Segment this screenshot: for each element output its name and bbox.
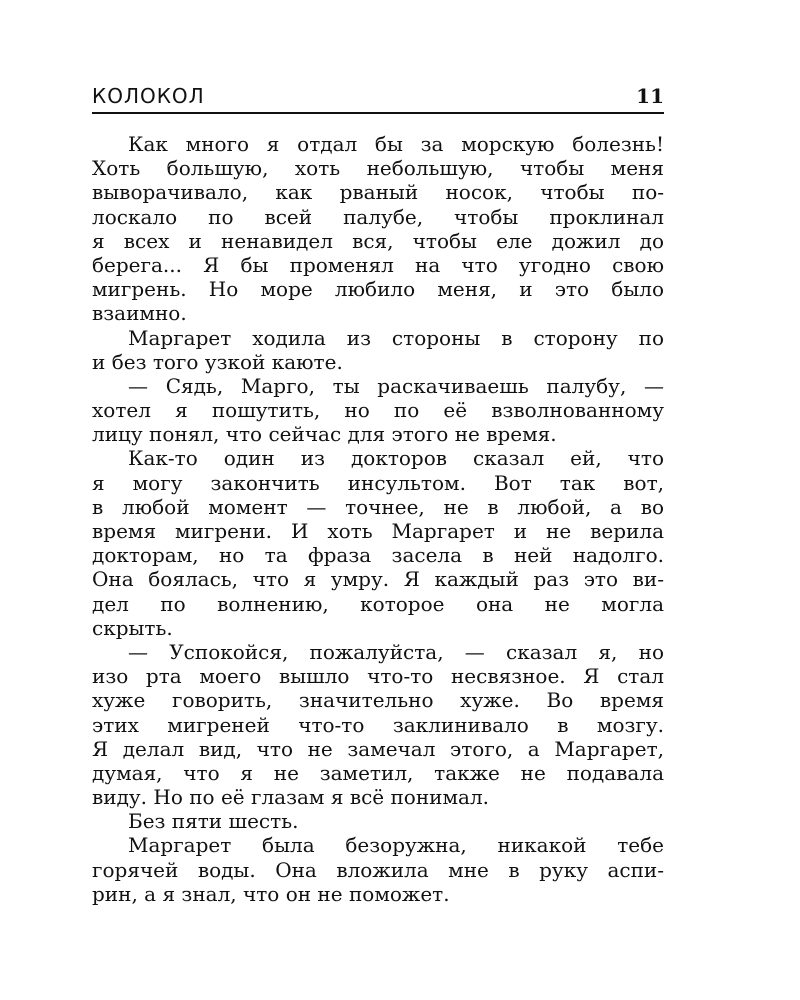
body-text <box>92 132 664 906</box>
text-line: — Сядь, Марго, ты раскачиваешь палубу, — <box>128 373 664 398</box>
page-header <box>92 80 664 114</box>
text-line: — Успокойся, пожалуйста, — сказал я, но <box>128 639 664 664</box>
text-line: дел по волнению, которое она не могла <box>92 591 664 616</box>
text-line: в любой момент — точнее, не в любой, а во <box>92 494 664 519</box>
text-line: хотел я пошутить, но по её взволнованному <box>92 398 664 423</box>
text-line: горячей воды. Она вложила мне в руку аспи- <box>92 857 664 882</box>
text-line: лицу понял, что сейчас для этого не время. <box>92 422 557 447</box>
text-line: я всех и ненавидел вся, чтобы еле дожил до <box>92 228 664 253</box>
text-line: Маргарет была безоружна, никакой тебе <box>128 833 664 858</box>
page-number: 11 <box>636 84 664 108</box>
text-line: рин, а я знал, что он не поможет. <box>92 881 450 906</box>
text-line: Без пяти шесть. <box>128 809 299 834</box>
text-line: Маргарет ходила из стороны в сторону по <box>128 325 664 350</box>
text-line: время мигрени. И хоть Маргарет и не верила <box>92 519 664 543</box>
text-line: берега... Я бы променял на что угодно свою <box>92 252 664 277</box>
text-line: думая, что я не заметил, также не подавала <box>92 760 664 785</box>
text-line: взаимно. <box>92 301 187 326</box>
text-line: этих мигреней что-то заклинивало в мозгу. <box>92 712 664 737</box>
book-page <box>92 80 664 906</box>
text-line: хуже говорить, значительно хуже. Во время <box>92 688 664 713</box>
text-line: Как много я отдал бы за морскую болезнь! <box>128 132 664 156</box>
text-line: и без того узкой каюте. <box>92 349 343 374</box>
text-line: Она боялась, что я умру. Я каждый раз это ви- <box>92 567 664 592</box>
text-line: изо рта моего вышло что-то несвязное. Я стал <box>92 664 664 689</box>
running-title: КОЛОКОЛ <box>92 84 205 108</box>
text-line: выворачивало, как рваный носок, чтобы по- <box>92 180 664 205</box>
text-line: скрыть. <box>92 615 173 640</box>
text-line: лоскало по всей палубе, чтобы проклинал <box>92 204 664 229</box>
text-line: я могу закончить инсультом. Вот так вот, <box>92 470 664 495</box>
text-line: Я делал вид, что не замечал этого, а Маргарет, <box>92 736 664 761</box>
text-line: Как-то один из докторов сказал ей, что <box>128 446 664 471</box>
text-line: Хоть большую, хоть небольшую, чтобы меня <box>92 156 664 181</box>
text-line: виду. Но по её глазам я всё понимал. <box>92 785 490 810</box>
text-line: докторам, но та фраза засела в ней надолго. <box>92 543 664 568</box>
text-line: мигрень. Но море любило меня, и это было <box>92 277 664 302</box>
